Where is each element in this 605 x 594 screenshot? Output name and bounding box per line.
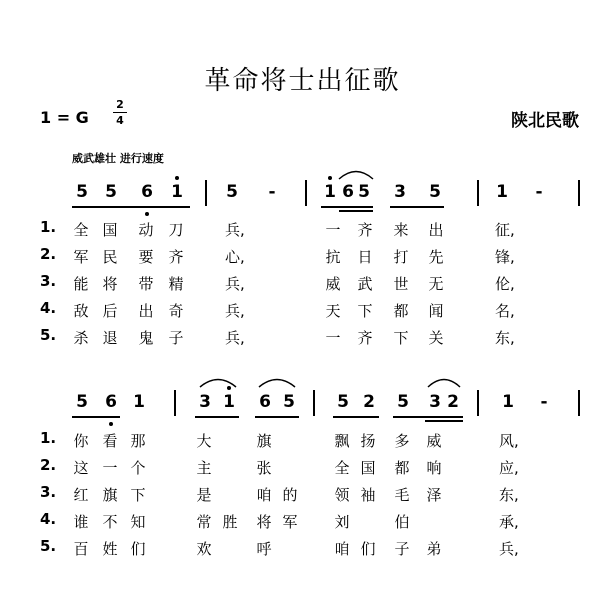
tempo-marking: 威武雄壮 进行速度	[72, 152, 164, 165]
underline-beam	[393, 416, 463, 418]
lyric: 伯	[394, 513, 410, 531]
lyric: 红	[73, 486, 89, 504]
lyric: 鬼	[138, 329, 154, 347]
lyric: 大	[196, 432, 212, 450]
verse-number: 5.	[40, 537, 57, 555]
lyric: 响	[426, 459, 442, 477]
lyric: 后	[102, 302, 118, 320]
lyric: 一	[325, 221, 341, 239]
note: 5	[226, 182, 238, 202]
note: 1	[223, 392, 235, 412]
lyric: 毛	[394, 486, 410, 504]
lyric: 百	[73, 540, 89, 558]
note: 1	[502, 392, 514, 412]
verse-number: 4.	[40, 299, 57, 317]
lyric: 精	[168, 275, 184, 293]
note: 5	[76, 392, 88, 412]
lyric: 张	[256, 459, 272, 477]
lyric: 应,	[499, 459, 519, 477]
lyric: 这	[73, 459, 89, 477]
note: 2	[363, 392, 375, 412]
lyric: 风,	[499, 432, 519, 450]
lyric: 欢	[196, 540, 212, 558]
lyric: 伦,	[495, 275, 515, 293]
verse-number: 4.	[40, 510, 57, 528]
lyric: 知	[130, 513, 146, 531]
lyric: 旗	[102, 486, 118, 504]
slur	[197, 374, 239, 388]
note: 1	[171, 182, 183, 202]
lyric: 征,	[495, 221, 515, 239]
underline-beam	[72, 416, 120, 418]
low-octave-dot	[145, 212, 149, 216]
lyric: 下	[357, 302, 373, 320]
lyric: 带	[138, 275, 154, 293]
time-signature-divider	[113, 112, 127, 113]
barline	[305, 180, 307, 206]
barline	[477, 390, 479, 416]
note: 1	[324, 182, 336, 202]
lyric: 子	[394, 540, 410, 558]
note: 5	[358, 182, 370, 202]
lyric: 们	[130, 540, 146, 558]
barline	[477, 180, 479, 206]
lyric: 奇	[168, 302, 184, 320]
lyric: 抗	[325, 248, 341, 266]
lyric: 威	[325, 275, 341, 293]
lyric: 咱	[256, 486, 272, 504]
lyric: 们	[360, 540, 376, 558]
lyric: 下	[130, 486, 146, 504]
lyric: 敌	[73, 302, 89, 320]
underline-beam	[255, 416, 299, 418]
high-octave-dot	[328, 176, 332, 180]
lyric: 看	[102, 432, 118, 450]
lyric: 承,	[499, 513, 519, 531]
underline-beam	[390, 206, 444, 208]
note: -	[535, 182, 543, 202]
lyric: 名,	[495, 302, 515, 320]
time-signature	[113, 98, 127, 127]
lyric: 全	[334, 459, 350, 477]
lyric: 国	[102, 221, 118, 239]
lyric: 你	[73, 432, 89, 450]
lyric: 兵,	[225, 221, 245, 239]
lyric: 一	[325, 329, 341, 347]
note: 6	[105, 392, 117, 412]
lyric: 刘	[334, 513, 350, 531]
lyric: 子	[168, 329, 184, 347]
lyric: 能	[73, 275, 89, 293]
note: -	[540, 392, 548, 412]
lyric: 是	[196, 486, 212, 504]
lyric: 军	[73, 248, 89, 266]
lyric: 世	[393, 275, 409, 293]
lyric: 一	[102, 459, 118, 477]
note: -	[268, 182, 276, 202]
underline-beam	[425, 420, 463, 422]
barline	[174, 390, 176, 416]
lyric: 将	[256, 513, 272, 531]
lyric: 先	[428, 248, 444, 266]
lyric: 全	[73, 221, 89, 239]
note: 5	[337, 392, 349, 412]
lyric: 扬	[360, 432, 376, 450]
note: 1	[133, 392, 145, 412]
lyric: 泽	[426, 486, 442, 504]
lyric: 领	[334, 486, 350, 504]
barline	[578, 390, 580, 416]
underline-beam	[321, 206, 373, 208]
attribution: 陕北民歌	[511, 111, 579, 131]
lyric: 主	[196, 459, 212, 477]
lyric: 的	[282, 486, 298, 504]
barline	[578, 180, 580, 206]
lyric: 天	[325, 302, 341, 320]
lyric: 杀	[73, 329, 89, 347]
barline	[205, 180, 207, 206]
lyric: 刀	[168, 221, 184, 239]
lyric: 胜	[222, 513, 238, 531]
verse-number: 3.	[40, 483, 57, 501]
lyric: 无	[428, 275, 444, 293]
note: 5	[105, 182, 117, 202]
lyric: 袖	[360, 486, 376, 504]
lyric: 国	[360, 459, 376, 477]
lyric: 旗	[256, 432, 272, 450]
lyric: 要	[138, 248, 154, 266]
lyric: 出	[428, 221, 444, 239]
slur	[336, 166, 376, 180]
underline-beam	[195, 416, 239, 418]
lyric: 呼	[256, 540, 272, 558]
lyric: 出	[138, 302, 154, 320]
key-signature: 1 = G	[40, 108, 89, 127]
lyric: 姓	[102, 540, 118, 558]
lyric: 兵,	[225, 302, 245, 320]
verse-number: 2.	[40, 456, 57, 474]
lyric: 兵,	[225, 275, 245, 293]
lyric: 将	[102, 275, 118, 293]
low-octave-dot	[109, 422, 113, 426]
verse-number: 5.	[40, 326, 57, 344]
lyric: 谁	[73, 513, 89, 531]
lyric: 多	[394, 432, 410, 450]
lyric: 动	[138, 221, 154, 239]
lyric: 常	[196, 513, 212, 531]
lyric: 那	[130, 432, 146, 450]
lyric: 民	[102, 248, 118, 266]
slur	[425, 374, 463, 388]
lyric: 兵,	[225, 329, 245, 347]
lyric: 心,	[225, 248, 245, 266]
lyric: 齐	[357, 221, 373, 239]
note: 5	[283, 392, 295, 412]
note: 5	[397, 392, 409, 412]
lyric: 军	[282, 513, 298, 531]
note: 6	[342, 182, 354, 202]
verse-number: 3.	[40, 272, 57, 290]
song-title: 革命将士出征歌	[204, 66, 401, 96]
lyric: 都	[393, 302, 409, 320]
underline-beam	[333, 416, 379, 418]
lyric: 退	[102, 329, 118, 347]
lyric: 飘	[334, 432, 350, 450]
verse-number: 2.	[40, 245, 57, 263]
lyric: 不	[102, 513, 118, 531]
underline-beam	[339, 210, 373, 212]
note: 3	[394, 182, 406, 202]
lyric: 弟	[426, 540, 442, 558]
note: 3	[199, 392, 211, 412]
barline	[313, 390, 315, 416]
lyric: 闻	[428, 302, 444, 320]
lyric: 锋,	[495, 248, 515, 266]
note: 5	[76, 182, 88, 202]
slur	[256, 374, 298, 388]
lyric: 齐	[168, 248, 184, 266]
lyric: 来	[393, 221, 409, 239]
lyric: 威	[426, 432, 442, 450]
note: 2	[447, 392, 459, 412]
lyric: 兵,	[499, 540, 519, 558]
lyric: 东,	[495, 329, 515, 347]
verse-number: 1.	[40, 218, 57, 236]
lyric: 都	[394, 459, 410, 477]
lyric: 咱	[334, 540, 350, 558]
lyric: 东,	[499, 486, 519, 504]
note: 5	[429, 182, 441, 202]
underline-beam	[72, 206, 190, 208]
lyric: 武	[357, 275, 373, 293]
time-signature-bottom: 4	[116, 114, 124, 127]
time-signature-top: 2	[116, 98, 124, 111]
note: 1	[496, 182, 508, 202]
high-octave-dot	[175, 176, 179, 180]
note: 6	[141, 182, 153, 202]
lyric: 个	[130, 459, 146, 477]
note: 3	[429, 392, 441, 412]
lyric: 齐	[357, 329, 373, 347]
lyric: 日	[357, 248, 373, 266]
lyric: 关	[428, 329, 444, 347]
note: 6	[259, 392, 271, 412]
verse-number: 1.	[40, 429, 57, 447]
lyric: 下	[393, 329, 409, 347]
lyric: 打	[393, 248, 409, 266]
